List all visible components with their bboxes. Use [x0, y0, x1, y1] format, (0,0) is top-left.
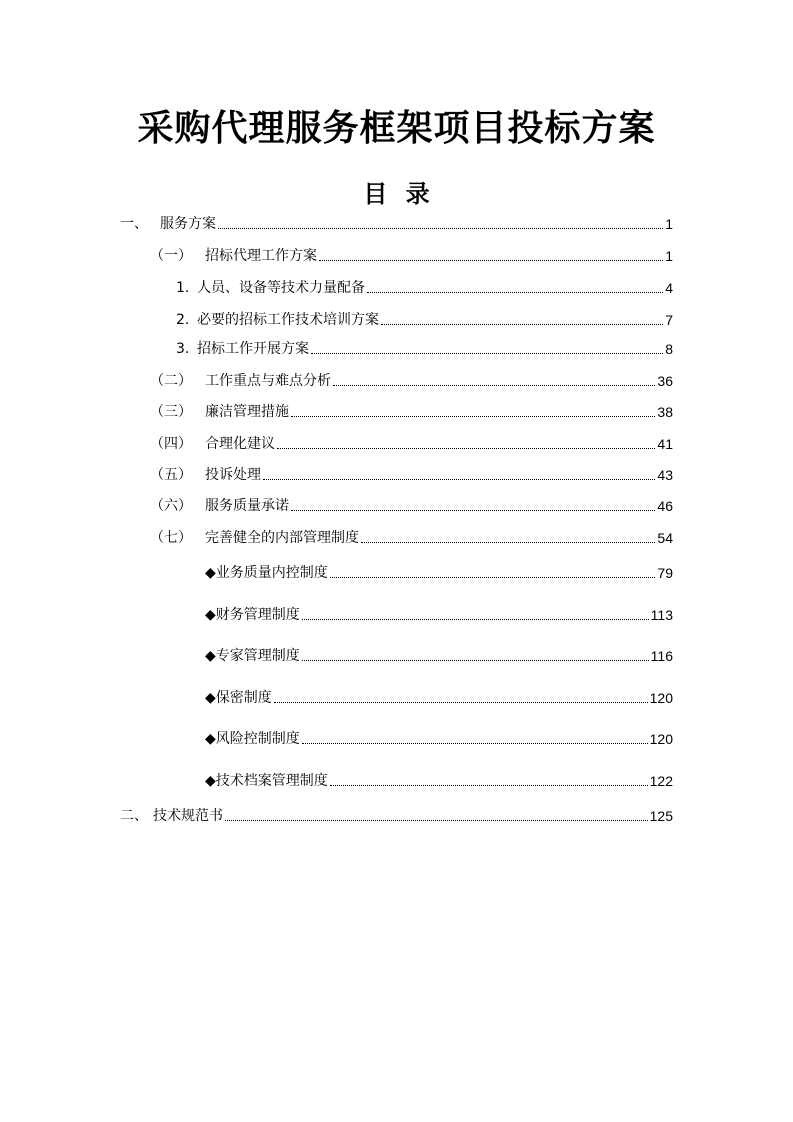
toc-page: 116 — [650, 648, 673, 664]
dot-leader — [263, 479, 655, 480]
toc-page: 38 — [657, 404, 673, 420]
toc-entry[interactable] — [150, 371, 673, 391]
toc-label: 风险控制制度 — [215, 731, 300, 747]
dot-leader — [330, 785, 648, 786]
toc-page: 7 — [665, 312, 673, 328]
diamond-bullet-icon: ◆ — [205, 773, 216, 789]
toc-page: 41 — [657, 436, 673, 452]
diamond-bullet-icon: ◆ — [205, 607, 216, 623]
diamond-bullet-icon: ◆ — [205, 731, 216, 747]
diamond-bullet-icon: ◆ — [205, 648, 216, 664]
toc-label: 保密制度 — [215, 690, 272, 706]
toc-entry[interactable] — [205, 646, 673, 666]
toc-page: 36 — [657, 373, 673, 389]
toc-prefix: （七） — [150, 530, 192, 546]
toc-entry[interactable] — [205, 771, 673, 791]
toc-page: 125 — [649, 808, 673, 824]
dot-leader — [311, 353, 663, 354]
dot-leader — [367, 292, 663, 293]
diamond-bullet-icon: ◆ — [205, 690, 216, 706]
dot-leader — [333, 385, 655, 386]
toc-entry[interactable] — [150, 496, 673, 516]
toc-page: 8 — [665, 341, 673, 357]
dot-leader — [302, 619, 649, 620]
dot-leader — [225, 820, 648, 821]
toc-label: 投诉处理 — [205, 467, 261, 483]
dot-leader — [361, 542, 655, 543]
toc-label: 必要的招标工作技术培训方案 — [197, 312, 379, 328]
toc-entry[interactable] — [176, 339, 673, 359]
dot-leader — [330, 577, 656, 578]
toc-prefix: （三） — [150, 404, 192, 420]
toc-prefix: （四） — [150, 436, 192, 452]
toc-entry[interactable] — [176, 278, 673, 298]
toc-prefix: 3. — [176, 341, 190, 357]
toc-label: 合理化建议 — [205, 436, 275, 452]
toc-entry[interactable] — [176, 310, 673, 330]
toc-entry[interactable] — [205, 729, 673, 749]
dot-leader — [291, 416, 655, 417]
toc-label: 招标代理工作方案 — [205, 248, 317, 264]
toc-entry[interactable] — [150, 528, 673, 548]
toc-label: 服务质量承诺 — [205, 498, 289, 514]
toc-label: 服务方案 — [160, 216, 216, 232]
dot-leader — [291, 510, 655, 511]
toc-page: 4 — [665, 280, 673, 296]
toc-label: 技术规范书 — [153, 808, 223, 824]
toc-page: 122 — [649, 773, 673, 789]
toc-entry[interactable] — [150, 246, 673, 266]
dot-leader — [277, 448, 655, 449]
toc-page: 113 — [650, 607, 673, 623]
toc-entry[interactable] — [150, 465, 673, 485]
toc-entry[interactable] — [205, 605, 673, 625]
document-title: 采购代理服务框架项目投标方案 — [137, 108, 656, 149]
toc-label: 技术档案管理制度 — [215, 773, 328, 789]
toc-prefix: 二、 — [120, 808, 148, 824]
dot-leader — [218, 228, 663, 229]
toc-page: 54 — [657, 530, 673, 546]
toc-label: 完善健全的内部管理制度 — [205, 530, 359, 546]
toc-prefix: （一） — [150, 248, 192, 264]
toc-page: 46 — [657, 498, 673, 514]
toc-entry[interactable] — [205, 688, 673, 708]
toc-label: 专家管理制度 — [215, 648, 300, 664]
toc-page: 120 — [649, 690, 673, 706]
toc-page: 79 — [657, 565, 673, 581]
toc-prefix: 2. — [176, 312, 190, 328]
toc-entry[interactable] — [205, 563, 673, 583]
toc-entry[interactable] — [120, 214, 673, 234]
toc-label: 廉洁管理措施 — [205, 404, 289, 420]
toc-heading: 目 录 — [363, 180, 430, 208]
toc-page: 1 — [665, 248, 673, 264]
toc-page: 120 — [649, 731, 673, 747]
toc-entry[interactable] — [120, 806, 673, 826]
toc-label: 工作重点与难点分析 — [205, 373, 331, 389]
toc-prefix: 1. — [176, 280, 190, 296]
toc-label: 人员、设备等技术力量配备 — [197, 280, 365, 296]
toc-entry[interactable] — [150, 402, 673, 422]
dot-leader — [381, 324, 663, 325]
dot-leader — [302, 743, 648, 744]
toc-page: 1 — [665, 216, 673, 232]
toc-entry[interactable] — [150, 434, 673, 454]
toc-label: 业务质量内控制度 — [215, 565, 328, 581]
dot-leader — [302, 660, 649, 661]
toc-label: 财务管理制度 — [215, 607, 300, 623]
toc-label: 招标工作开展方案 — [197, 341, 309, 357]
toc-prefix: （二） — [150, 373, 192, 389]
toc-prefix: （六） — [150, 498, 192, 514]
dot-leader — [274, 702, 648, 703]
toc-prefix: （五） — [150, 467, 192, 483]
dot-leader — [319, 260, 663, 261]
diamond-bullet-icon: ◆ — [205, 565, 216, 581]
toc-prefix: 一、 — [120, 216, 148, 232]
toc-page: 43 — [657, 467, 673, 483]
